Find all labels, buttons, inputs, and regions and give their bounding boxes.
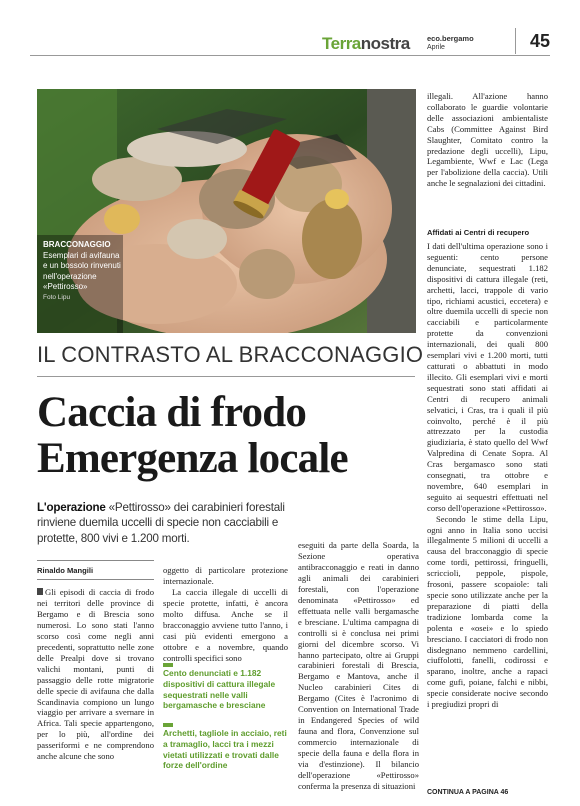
caption-text: Esemplari di avifauna e un bossolo rinvenuti nell'operazione «Pettirosso» (43, 250, 121, 291)
paragraph: Secondo le stime della Lipu, ogni anno in Italia sono uccisi illegalmente 5 milioni di uccelli a causa del bracconaggio di specie come tordi, pettirossi, fringuelli, scriccioli, peppole, pispole, frosoni, passere scopaiole: tali specie sono utilizzate anche per la preparazione di piatti della tradizione lombarda come la polenta e «osei» e lo spiedo bresciano. I cacciatori di frodo non disdegnano nemmeno cardellini, ciuffolotti, fanelli, codirossi e sparano, inoltre, anche a rapaci come gufi, poiane, falchi e nibbi, specie considerate nocive secondo i pregiudizi propri di (427, 513, 548, 710)
paragraph-text: Gli episodi di caccia di frodo nei territori delle province di Bergamo e di Brescia sono numerosi. Lo sono stati l'anno scorso così come negli anni precedenti, soprattutto nelle zone delle Prealpi dove si trovano valichi montani, punti di passaggio delle rotte migratorie delle specie di avifauna che dalla Scandinavia compiono un lungo viaggio per arrivare a svernare in Africa. Tali specie appartengono, per lo più, all'ordine dei passeriformi e ne comprendono anche alcune che sono (37, 587, 154, 762)
pullquote-2: Archetti, tagliole in acciaio, reti a tramaglio, lacci tra i mezzi vietati utilizzati e trovati dalle forze dell'ordine (163, 728, 287, 771)
section-masthead (322, 34, 410, 54)
column-3 (298, 540, 419, 792)
brand-name: eco.bergamo (427, 34, 474, 43)
page-number: 45 (515, 28, 550, 54)
column-2 (163, 565, 288, 664)
brand-block (427, 35, 474, 52)
pullquote-marker (163, 663, 173, 667)
kicker-rule (37, 376, 415, 377)
lead-paragraph (37, 500, 291, 546)
continue-link[interactable]: CONTINUA A PAGINA 46 (427, 789, 509, 796)
caption-title: BRACCONAGGIO (43, 240, 111, 249)
paragraph: I dati dell'ultima operazione sono i seguenti: cento persone denunciate, sequestrati 1.182 dispositivi di cattura illegale (reti, archetti, lacci, trappole di vario tipo, richiami acustici, eccetera) e oltre duemila uccelli di specie non cacciabili e particolarmente protette da convenzioni internazionali, dei quali 800 esemplari vivi e 1.200 morti, tutti catturati o abbattuti in modo illecito. Gli esemplari vivi e morti sequestrati sono stati affidati ai Centri di recupero animali selvatici, i Cras, tra i quali il più coinvolto, perché è il più attrezzato per la custodia giudiziaria, è stato quello del Wwf Valpredina di Cenate Sopra. Al Cras bergamasco sono stati consegnati, tra ottobre e novembre, 640 esemplari in seguito ai sequestri effettuati nel corso dell'operazione «Pettirosso». (427, 241, 548, 513)
kicker: IL CONTRASTO AL BRACCONAGGIO (37, 342, 424, 367)
issue-month: Aprile (427, 44, 445, 51)
column-4-top (427, 91, 548, 189)
column-1 (37, 587, 154, 762)
paragraph (37, 587, 154, 762)
pullquote-1: Cento denunciati e 1.182 dispositivi di cattura illegale sequestrati nelle valli bergamasche e bresciane (163, 668, 276, 711)
masthead-nostra: nostra (360, 34, 410, 53)
headline-line-2: Emergenza locale (37, 435, 348, 482)
paragraph: illegali. All'azione hanno collaborato le guardie volontarie delle associazioni ambientaliste Cabs (Committee Against Bird Slaughter, Comitato contro la predazione degli uccelli), Lipu, Legambiente, Wwf e Lac (Lega per l'abolizione della caccia). Utili anche le segnalazioni dei cittadini. (427, 91, 548, 189)
paragraph: oggetto di particolare protezione internazionale. (163, 565, 288, 586)
caption-credit: Foto Lipu (43, 293, 71, 301)
column-4-body (427, 241, 548, 710)
headline-line-1: Caccia di frodo (37, 389, 307, 436)
masthead-terra: Terra (322, 34, 361, 53)
byline-rule-top (37, 560, 154, 561)
subheading: Affidati ai Centri di recupero (427, 228, 530, 237)
drop-square-icon (37, 588, 43, 595)
header-rule (30, 55, 550, 56)
photo-caption (43, 240, 121, 303)
author: Rinaldo Mangili (37, 566, 94, 575)
lead-text: «Pettirosso» dei carabinieri forestali rinviene duemila uccelli di specie non cacciabili e protette, 800 vivi e 1.200 morti. (37, 501, 285, 545)
byline-rule-bottom (37, 579, 154, 580)
paragraph: La caccia illegale di uccelli di specie protette, infatti, è ancora molto diffusa. Anche se il bracconaggio avviene tutto l'anno, i casi più evidenti emergono a ottobre e a novembre, quando controlli specifici sono (163, 586, 288, 663)
paragraph: eseguiti da parte della Soarda, la Sezione operativa antibracconaggio e reati in danno agli animali dei carabinieri forestali, con l'operazione denominata «Pettirosso» ed effettuata nelle valli bergamasche e bresciane. L'ultima campagna di controlli si è conclusa nei primi giorni del dicembre scorso. Vi hanno partecipato, oltre ai Gruppi carabinieri forestali di Brescia, Bergamo e Mantova, anche il Nucleo carabinieri Cites di Bergamo (Cites è l'acronimo di Convention on International Trade in Endangered Species of wild fauna and flora, Convenzione sul commercio internazionale di specie della fauna e della flora in via d'estinzione). Il bilancio dell'operazione «Pettirosso» conferma la presenza di situazioni (298, 540, 419, 791)
lead-bold: L'operazione (37, 501, 106, 514)
pullquote-marker (163, 723, 173, 727)
